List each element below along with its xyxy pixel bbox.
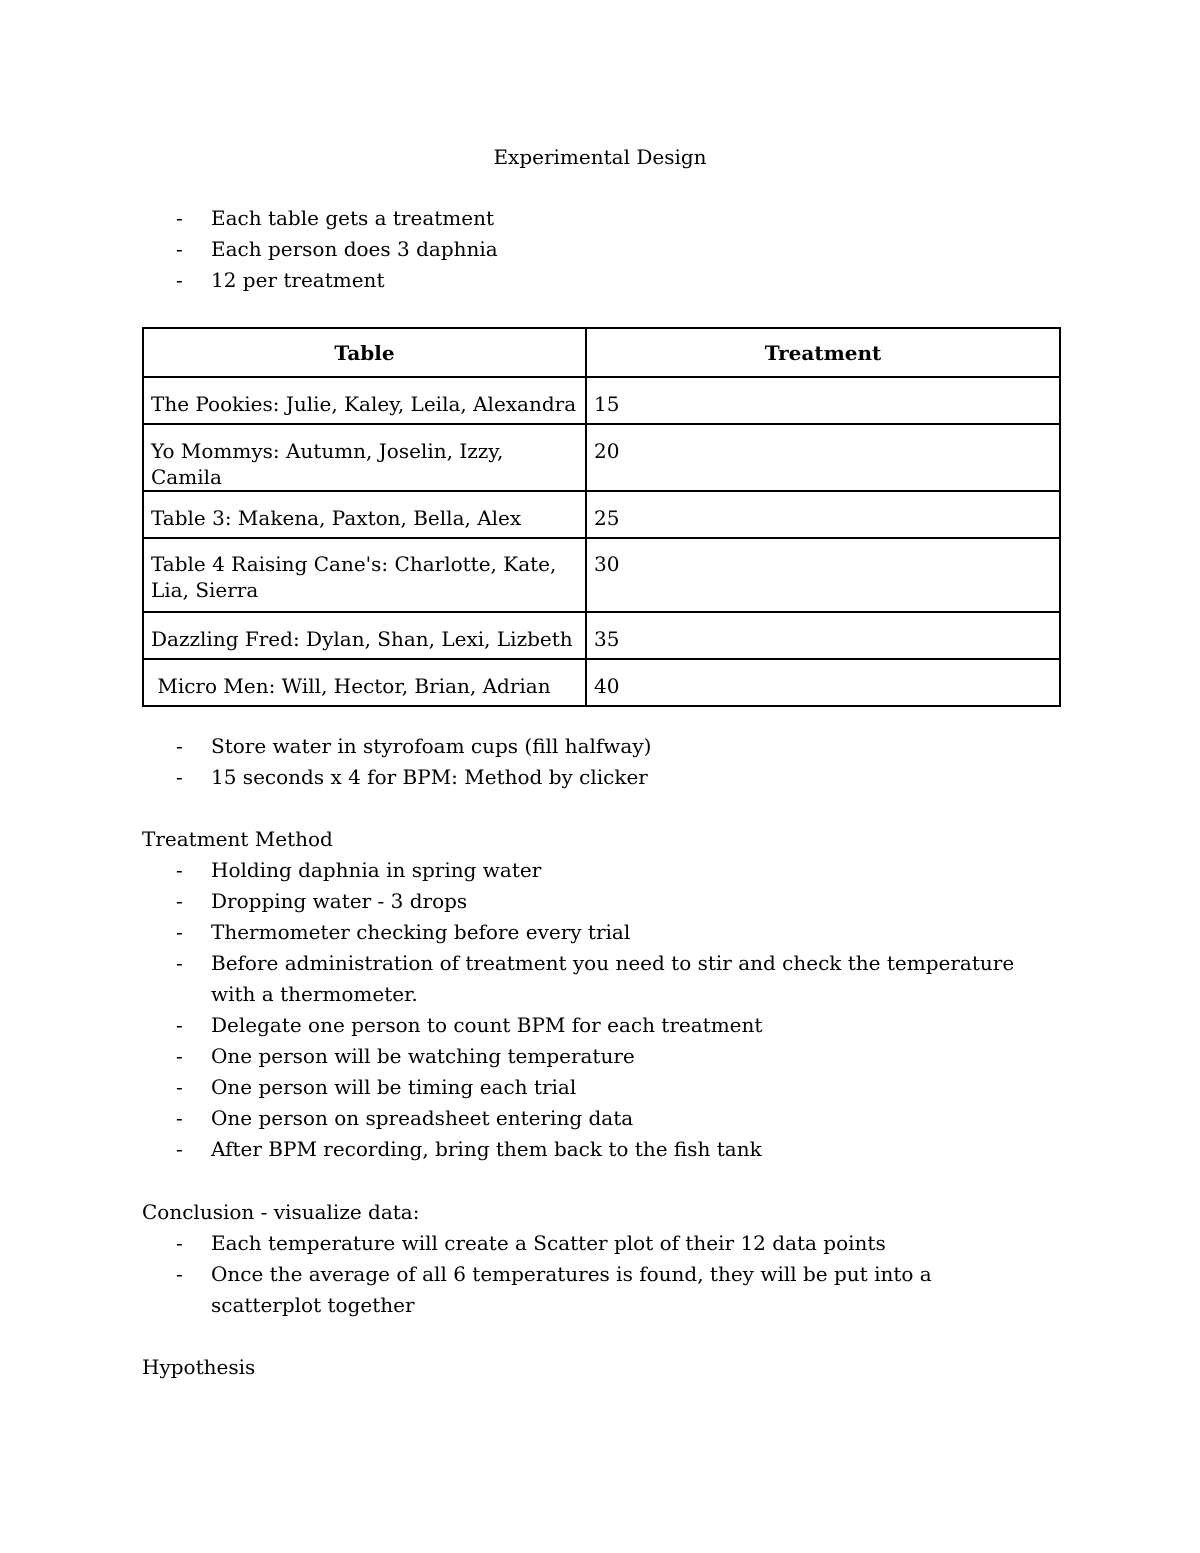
treatment-method-bullet-list bbox=[142, 855, 1042, 1165]
section-heading-hypothesis: Hypothesis bbox=[142, 1355, 256, 1379]
list-item bbox=[142, 1041, 1042, 1072]
list-item-text: One person will be timing each trial bbox=[211, 1075, 577, 1099]
table-row bbox=[143, 538, 1060, 612]
list-item bbox=[142, 1010, 1042, 1041]
bullet-marker: - bbox=[176, 1013, 183, 1037]
list-item bbox=[142, 203, 1042, 234]
table-cell-group: The Pookies: Julie, Kaley, Leila, Alexandra bbox=[143, 377, 586, 424]
column-header-treatment: Treatment bbox=[586, 328, 1060, 377]
table-cell-group: Table 4 Raising Cane's: Charlotte, Kate, Lia, Sierra bbox=[143, 538, 586, 612]
bullet-marker: - bbox=[176, 1231, 183, 1255]
bullet-marker: - bbox=[176, 1106, 183, 1130]
table-cell-group: Micro Men: Will, Hector, Brian, Adrian bbox=[143, 659, 586, 706]
bullet-marker: - bbox=[176, 951, 183, 975]
list-item-text: Each table gets a treatment bbox=[211, 206, 495, 230]
table-row bbox=[143, 424, 1060, 491]
page-title: Experimental Design bbox=[493, 145, 707, 169]
table-header-row bbox=[143, 328, 1060, 377]
list-item-text: Each temperature will create a Scatter plot of their 12 data points bbox=[211, 1231, 886, 1255]
list-item-text: Delegate one person to count BPM for each treatment bbox=[211, 1013, 763, 1037]
table-cell-treatment: 20 bbox=[586, 424, 1060, 491]
section-heading-conclusion: Conclusion - visualize data: bbox=[142, 1200, 420, 1224]
list-item bbox=[142, 1103, 1042, 1134]
treatment-table bbox=[142, 327, 1061, 707]
list-item bbox=[142, 917, 1042, 948]
table-row bbox=[143, 612, 1060, 659]
list-item-text: 15 seconds x 4 for BPM: Method by clicker bbox=[211, 765, 648, 789]
list-item bbox=[142, 731, 1042, 762]
list-item bbox=[142, 1259, 1042, 1321]
table-cell-group: Yo Mommys: Autumn, Joselin, Izzy, Camila bbox=[143, 424, 586, 491]
bullet-marker: - bbox=[176, 1137, 183, 1161]
table-cell-treatment: 35 bbox=[586, 612, 1060, 659]
table-cell-treatment: 40 bbox=[586, 659, 1060, 706]
list-item-text: One person on spreadsheet entering data bbox=[211, 1106, 634, 1130]
bullet-marker: - bbox=[176, 765, 183, 789]
table-cell-group: Table 3: Makena, Paxton, Bella, Alex bbox=[143, 491, 586, 538]
list-item-text: Once the average of all 6 temperatures is found, they will be put into a scatterplot together bbox=[211, 1262, 932, 1317]
bullet-marker: - bbox=[176, 1044, 183, 1068]
list-item-text: Store water in styrofoam cups (fill halfway) bbox=[211, 734, 652, 758]
bullet-marker: - bbox=[176, 206, 183, 230]
list-item-text: 12 per treatment bbox=[211, 268, 385, 292]
list-item-text: Before administration of treatment you need to stir and check the temperature with a thermometer. bbox=[211, 951, 1015, 1006]
list-item bbox=[142, 1228, 1042, 1259]
post-table-bullet-list bbox=[142, 731, 1042, 793]
bullet-marker: - bbox=[176, 1262, 183, 1286]
bullet-marker: - bbox=[176, 268, 183, 292]
list-item bbox=[142, 886, 1042, 917]
list-item bbox=[142, 265, 1042, 296]
bullet-marker: - bbox=[176, 1075, 183, 1099]
list-item-text: Each person does 3 daphnia bbox=[211, 237, 498, 261]
column-header-table: Table bbox=[143, 328, 586, 377]
section-heading-treatment-method: Treatment Method bbox=[142, 827, 333, 851]
bullet-marker: - bbox=[176, 920, 183, 944]
bullet-marker: - bbox=[176, 734, 183, 758]
bullet-marker: - bbox=[176, 858, 183, 882]
list-item bbox=[142, 1072, 1042, 1103]
table-cell-group: Dazzling Fred: Dylan, Shan, Lexi, Lizbeth bbox=[143, 612, 586, 659]
table-row bbox=[143, 491, 1060, 538]
table-row bbox=[143, 659, 1060, 706]
list-item-text: One person will be watching temperature bbox=[211, 1044, 635, 1068]
table-cell-treatment: 15 bbox=[586, 377, 1060, 424]
list-item bbox=[142, 762, 1042, 793]
conclusion-bullet-list bbox=[142, 1228, 1042, 1321]
list-item-text: Dropping water - 3 drops bbox=[211, 889, 468, 913]
intro-bullet-list bbox=[142, 203, 1042, 296]
list-item-text: Holding daphnia in spring water bbox=[211, 858, 542, 882]
list-item bbox=[142, 948, 1042, 1010]
bullet-marker: - bbox=[176, 889, 183, 913]
table-row bbox=[143, 377, 1060, 424]
list-item bbox=[142, 855, 1042, 886]
table-cell-treatment: 30 bbox=[586, 538, 1060, 612]
bullet-marker: - bbox=[176, 237, 183, 261]
list-item-text: Thermometer checking before every trial bbox=[211, 920, 631, 944]
table-cell-treatment: 25 bbox=[586, 491, 1060, 538]
list-item bbox=[142, 234, 1042, 265]
list-item-text: After BPM recording, bring them back to the fish tank bbox=[211, 1137, 762, 1161]
list-item bbox=[142, 1134, 1042, 1165]
